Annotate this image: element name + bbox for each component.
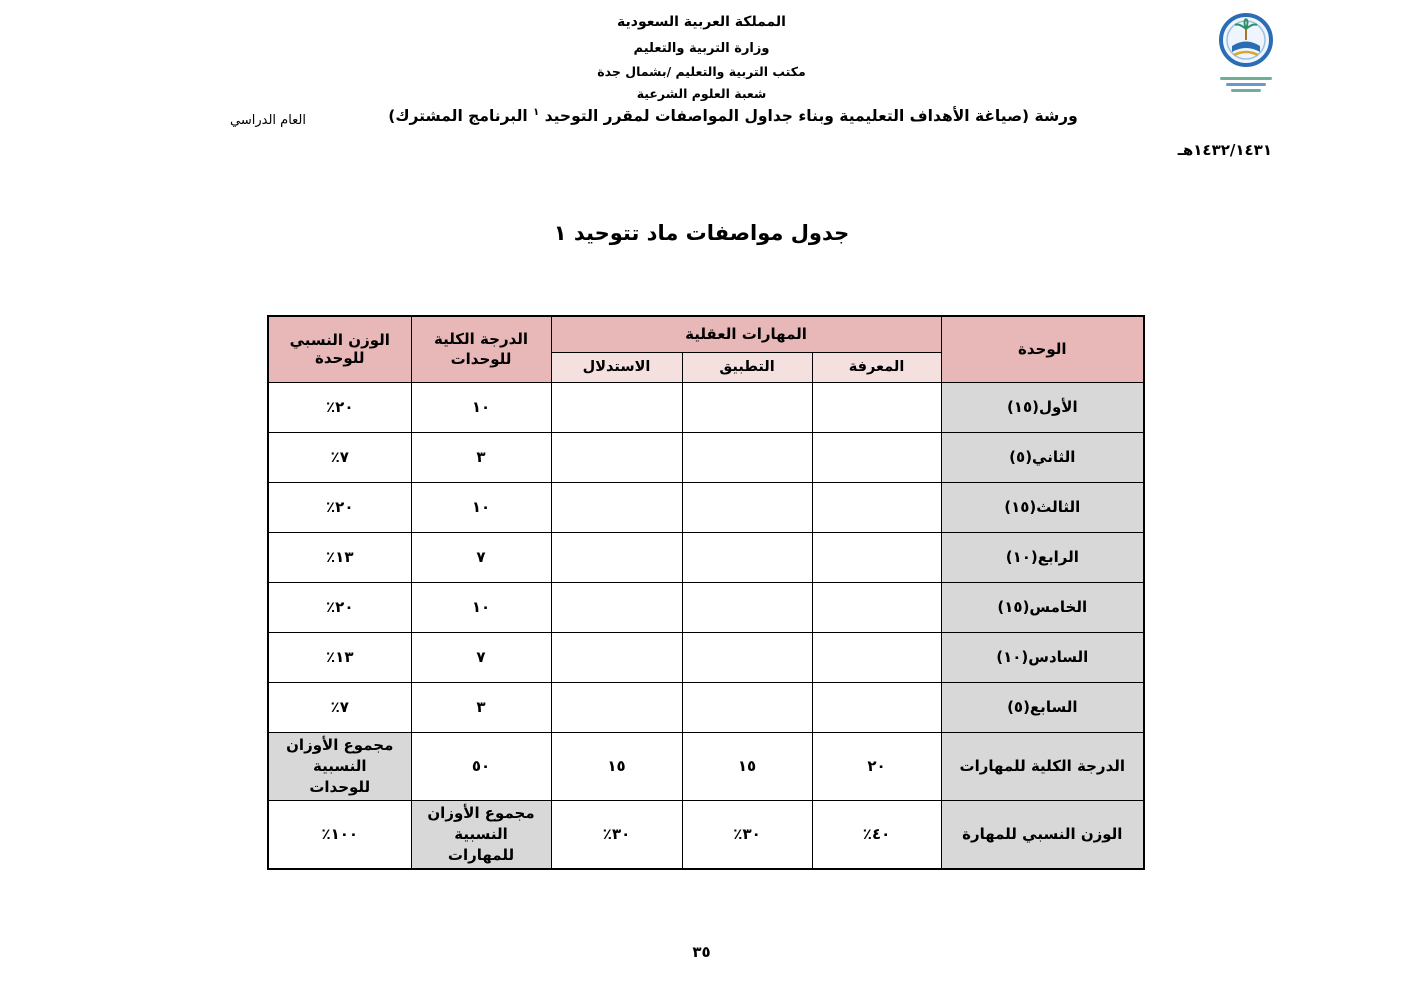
inference-total-cell: ١٥ <box>551 732 682 800</box>
units-weights-sum-label: مجموع الأوزان النسبية للوحدات <box>268 732 411 800</box>
letterhead-division: شعبة العلوم الشرعية <box>636 86 767 101</box>
application-total-cell: ١٥ <box>682 732 812 800</box>
weight-cell: ٧٪ <box>268 432 411 482</box>
table-row <box>268 432 1144 482</box>
application-cell <box>682 632 812 682</box>
application-cell <box>682 532 812 582</box>
table-row <box>268 532 1144 582</box>
knowledge-cell <box>812 682 941 732</box>
page-title: جدول مواصفات ماد تتوحيد ١ <box>553 221 850 245</box>
application-cell <box>682 582 812 632</box>
inference-weight-cell: ٣٠٪ <box>551 800 682 869</box>
unit-cell: الثاني(٥) <box>941 432 1144 482</box>
total-cell: ٣ <box>411 682 551 732</box>
weight-cell: ١٣٪ <box>268 532 411 582</box>
letterhead-kingdom: المملكة العربية السعودية <box>617 14 786 30</box>
application-cell <box>682 382 812 432</box>
skills-weights-sum-label: مجموع الأوزان النسبية للمهارات <box>411 800 551 869</box>
col-header-unit-weight: الوزن النسبي للوحدة <box>268 316 411 382</box>
knowledge-cell <box>812 482 941 532</box>
col-header-total-score <box>411 316 551 382</box>
unit-cell: الثالث(١٥) <box>941 482 1144 532</box>
weight-cell: ٢٠٪ <box>268 582 411 632</box>
total-cell: ١٠ <box>411 582 551 632</box>
inference-cell <box>551 682 682 732</box>
application-cell <box>682 682 812 732</box>
table-row <box>268 682 1144 732</box>
inference-cell <box>551 632 682 682</box>
total-cell: ١٠ <box>411 482 551 532</box>
knowledge-cell <box>812 382 941 432</box>
weight-cell: ٧٪ <box>268 682 411 732</box>
academic-year-label: العام الدراسي <box>230 113 307 128</box>
table-row <box>268 632 1144 682</box>
skills-total-row <box>268 732 1144 800</box>
table-row <box>268 382 1144 432</box>
knowledge-cell <box>812 582 941 632</box>
knowledge-total-cell: ٢٠ <box>812 732 941 800</box>
unit-cell: السادس(١٠) <box>941 632 1144 682</box>
col-header-unit: الوحدة <box>941 316 1144 382</box>
col-header-total-line2: للوحدات <box>450 350 512 369</box>
specifications-table <box>267 315 1145 870</box>
inference-cell <box>551 432 682 482</box>
total-cell: ٧ <box>411 532 551 582</box>
workshop-title-pre: ورشة (صياغة الأهداف التعليمية وبناء جداول المواصفات لمقرر التوحيد <box>544 107 1078 126</box>
unit-cell: السابع(٥) <box>941 682 1144 732</box>
table-row <box>268 482 1144 532</box>
workshop-title-post: البرنامج المشترك) <box>388 107 528 126</box>
application-weight-cell: ٣٠٪ <box>682 800 812 869</box>
knowledge-cell <box>812 632 941 682</box>
inference-cell <box>551 582 682 632</box>
total-weight-cell: ١٠٠٪ <box>268 800 411 869</box>
page-number: ٣٥ <box>692 943 711 961</box>
total-cell: ٧ <box>411 632 551 682</box>
hijri-year: ١٤٣٢/١٤٣١هـ <box>1177 141 1272 159</box>
skills-total-label: الدرجة الكلية للمهارات <box>941 732 1144 800</box>
weight-cell: ٢٠٪ <box>268 382 411 432</box>
inference-cell <box>551 382 682 432</box>
inference-cell <box>551 482 682 532</box>
col-header-knowledge: المعرفة <box>812 352 941 382</box>
application-cell <box>682 482 812 532</box>
skills-weight-row <box>268 800 1144 869</box>
total-cell: ٣ <box>411 432 551 482</box>
knowledge-cell <box>812 532 941 582</box>
col-header-application: التطبيق <box>682 352 812 382</box>
col-header-inference: الاستدلال <box>551 352 682 382</box>
unit-cell: الأول(١٥) <box>941 382 1144 432</box>
col-header-mental-skills: المهارات العقلية <box>551 316 941 352</box>
units-total-score-cell: ٥٠ <box>411 732 551 800</box>
table-row <box>268 582 1144 632</box>
application-cell <box>682 432 812 482</box>
inference-cell <box>551 532 682 582</box>
total-cell: ١٠ <box>411 382 551 432</box>
weight-cell: ٢٠٪ <box>268 482 411 532</box>
skills-weight-label: الوزن النسبي للمهارة <box>941 800 1144 869</box>
letterhead-ministry: وزارة التربية والتعليم <box>633 41 770 56</box>
unit-cell: الخامس(١٥) <box>941 582 1144 632</box>
col-header-total-line1: الدرجة الكلية <box>433 330 529 348</box>
letterhead-office: مكتب التربية والتعليم /بشمال جدة <box>597 64 806 79</box>
workshop-title-superscript: ١ <box>533 107 540 118</box>
knowledge-weight-cell: ٤٠٪ <box>812 800 941 869</box>
unit-cell: الرابع(١٠) <box>941 532 1144 582</box>
knowledge-cell <box>812 432 941 482</box>
weight-cell: ١٣٪ <box>268 632 411 682</box>
